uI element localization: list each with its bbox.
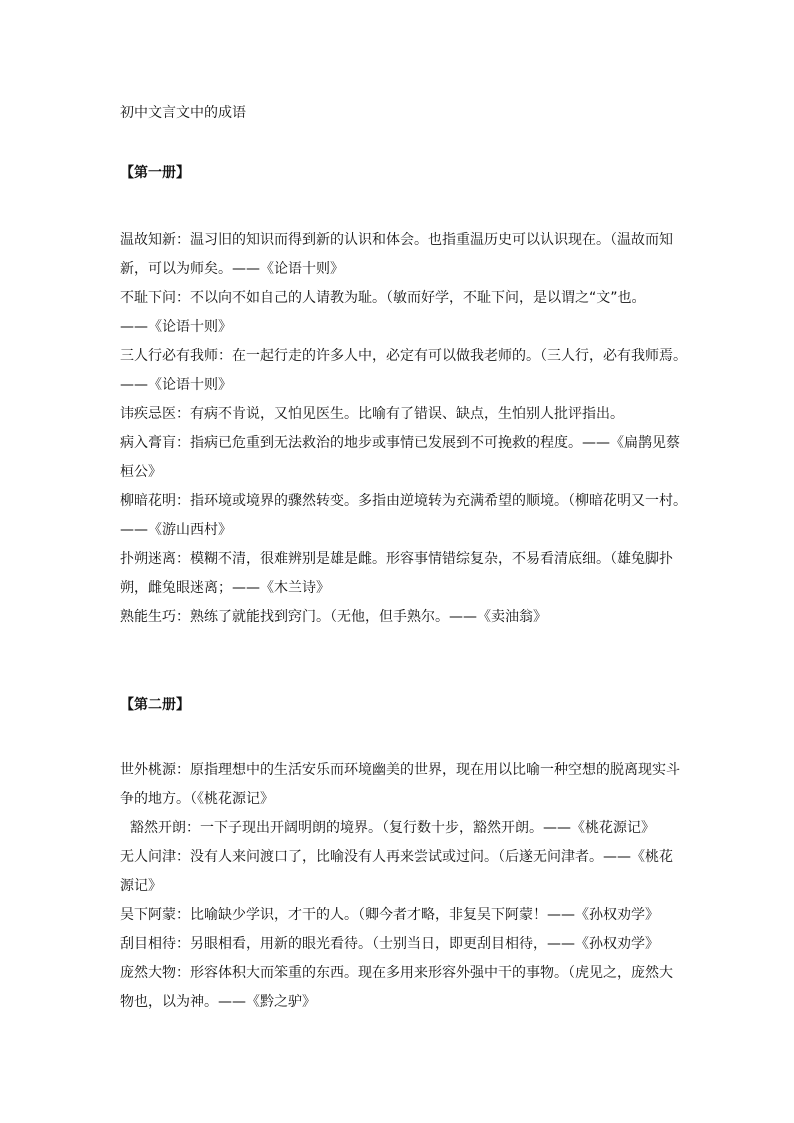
- idiom-entry: 世外桃源：原指理想中的生活安乐而环境幽美的世界，现在用以比喻一种空想的脱离现实斗 争的地方。（《桃花源记》: [120, 762, 680, 807]
- section-1-entries: [120, 226, 686, 632]
- section-2-entries: [120, 756, 686, 1017]
- idiom-entry: 讳疾忌医：有病不肯说，又怕见医生。比喻有了错误、缺点，生怕别人批评指出。: [120, 406, 624, 422]
- idiom-entry: 扑朔迷离：模糊不清，很难辨别是雄是雌。形容事情错综复杂，不易看清底细。（雄兔脚扑 朔，雌兔眼迷离；——《木兰诗》: [120, 551, 673, 596]
- section-heading-2: 【第二册】: [120, 697, 190, 713]
- idiom-entry: 熟能生巧：熟练了就能找到窍门。（无他，但手熟尔。——《卖油翁》: [120, 609, 547, 625]
- idiom-entry: 无人问津：没有人来问渡口了，比喻没有人再来尝试或过问。（后遂无问津者。——《桃花 源记》: [120, 849, 673, 894]
- idiom-entry: 刮目相待：另眼相看，用新的眼光看待。（士别当日，即更刮目相待，——《孙权劝学》: [120, 936, 659, 952]
- idiom-entry: 豁然开朗：一下子现出开阔明朗的境界。（复行数十步，豁然开朗。——《桃花源记》: [130, 820, 655, 836]
- idiom-entry: 庞然大物：形容体积大而笨重的东西。现在多用来形容外强中干的事物。（虎见之，庞然大 物也，以为神。——《黔之驴》: [120, 965, 673, 1010]
- idiom-entry: 吴下阿蒙：比喻缺少学识，才干的人。（卿今者才略，非复吴下阿蒙！——《孙权劝学》: [120, 907, 659, 923]
- idiom-entry: 柳暗花明：指环境或境界的骤然转变。多指由逆境转为充满希望的顺境。（柳暗花明又一村。 ——《游山西村》: [120, 493, 687, 538]
- idiom-entry: 温故知新：温习旧的知识而得到新的认识和体会。也指重温历史可以认识现在。（温故而知 新，可以为师矣。——《论语十则》: [120, 232, 673, 277]
- idiom-entry: 三人行必有我师：在一起行走的许多人中，必定有可以做我老师的。（三人行，必有我师焉。 ——《论语十则》: [120, 348, 687, 393]
- idiom-entry: 病入膏肓：指病已危重到无法救治的地步或事情已发展到不可挽救的程度。——《扁鹊见蔡 桓公》: [120, 435, 680, 480]
- idiom-entry: 不耻下问：不以向不如自己的人请教为耻。（敏而好学，不耻下问，是以谓之“文”也。 ——《论语十则》: [120, 290, 646, 335]
- document-title: 初中文言文中的成语: [120, 105, 246, 121]
- section-heading-1: 【第一册】: [120, 165, 190, 181]
